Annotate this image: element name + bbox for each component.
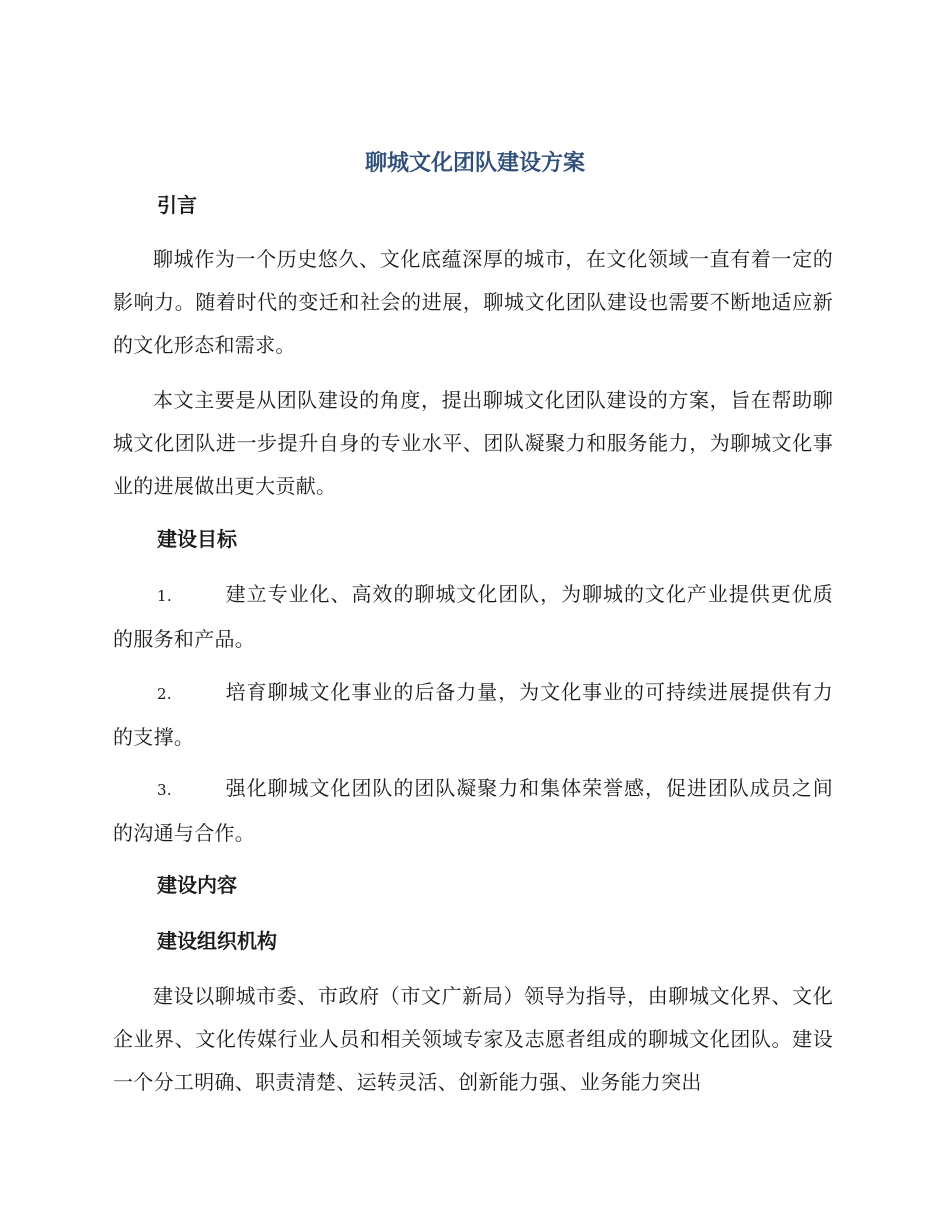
- section-heading-intro: 引言: [157, 193, 197, 217]
- section-heading-organization: 建设组织机构: [157, 929, 277, 953]
- intro-paragraph-1: 聊城作为一个历史悠久、文化底蕴深厚的城市，在文化领域一直有着一定的影响力。随着时代的变迁和社会的进展，聊城文化团队建设也需要不断地适应新的文化形态和需求。: [113, 247, 833, 357]
- intro-paragraph-2: 本文主要是从团队建设的角度，提出聊城文化团队建设的方案，旨在帮助聊城文化团队进一步提升自身的专业水平、团队凝聚力和服务能力，为聊城文化事业的进展做出更大贡献。: [113, 388, 833, 498]
- goal-list-item: [113, 767, 833, 855]
- organization-paragraph: 建设以聊城市委、市政府（市文广新局）领导为指导，由聊城文化界、文化企业界、文化传媒行业人员和相关领域专家及志愿者组成的聊城文化团队。建设一个分工明确、职责清楚、运转灵活、创新能力强、业务能力突出: [113, 984, 833, 1094]
- section-heading-content: 建设内容: [157, 873, 237, 897]
- list-number: 3.: [157, 781, 172, 799]
- goal-list-item: [113, 573, 833, 661]
- list-text: 强化聊城文化团队的团队凝聚力和集体荣誉感，促进团队成员之间的沟通与合作。: [113, 776, 833, 845]
- list-text: 建立专业化、高效的聊城文化团队，为聊城的文化产业提供更优质的服务和产品。: [113, 582, 833, 651]
- goal-list-item: [113, 671, 833, 759]
- section-heading-goals: 建设目标: [157, 527, 237, 551]
- list-number: 2.: [157, 685, 172, 703]
- list-number: 1.: [157, 587, 172, 605]
- document-title: 聊城文化团队建设方案: [364, 151, 585, 176]
- list-text: 培育聊城文化事业的后备力量，为文化事业的可持续进展提供有力的支撑。: [113, 680, 833, 749]
